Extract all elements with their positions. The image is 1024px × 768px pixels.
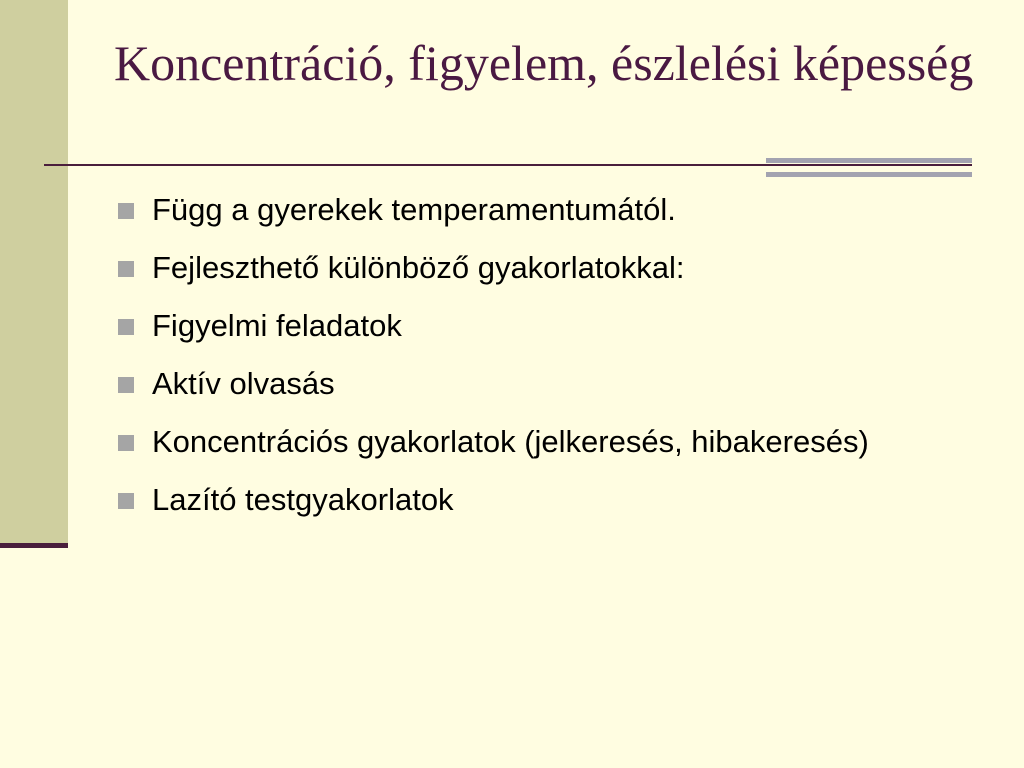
square-bullet-icon <box>118 203 134 219</box>
accent-bar-lower <box>766 172 972 177</box>
bullet-item <box>118 478 978 522</box>
bullet-item <box>118 362 978 406</box>
left-decorative-band <box>0 0 68 545</box>
bullet-text: Aktív olvasás <box>152 366 335 401</box>
bullet-text: Figyelmi feladatok <box>152 308 402 343</box>
square-bullet-icon <box>118 493 134 509</box>
bullet-item <box>118 246 978 290</box>
bullet-text: Függ a gyerekek temperamentumától. <box>152 192 676 227</box>
bullet-text: Lazító testgyakorlatok <box>152 482 454 517</box>
bullet-item <box>118 304 978 348</box>
title-underline-rule <box>44 164 972 166</box>
bullet-list <box>118 188 978 536</box>
bullet-text: Fejleszthető különböző gyakorlatokkal: <box>152 250 685 285</box>
square-bullet-icon <box>118 435 134 451</box>
bullet-item <box>118 420 978 464</box>
bullet-text: Koncentrációs gyakorlatok (jelkeresés, hibakeresés) <box>152 424 869 459</box>
bullet-item <box>118 188 978 232</box>
square-bullet-icon <box>118 377 134 393</box>
square-bullet-icon <box>118 319 134 335</box>
square-bullet-icon <box>118 261 134 277</box>
slide-title: Koncentráció, figyelem, észlelési képesség <box>114 35 974 91</box>
left-decorative-rule <box>0 543 68 548</box>
accent-bar-upper <box>766 158 972 163</box>
